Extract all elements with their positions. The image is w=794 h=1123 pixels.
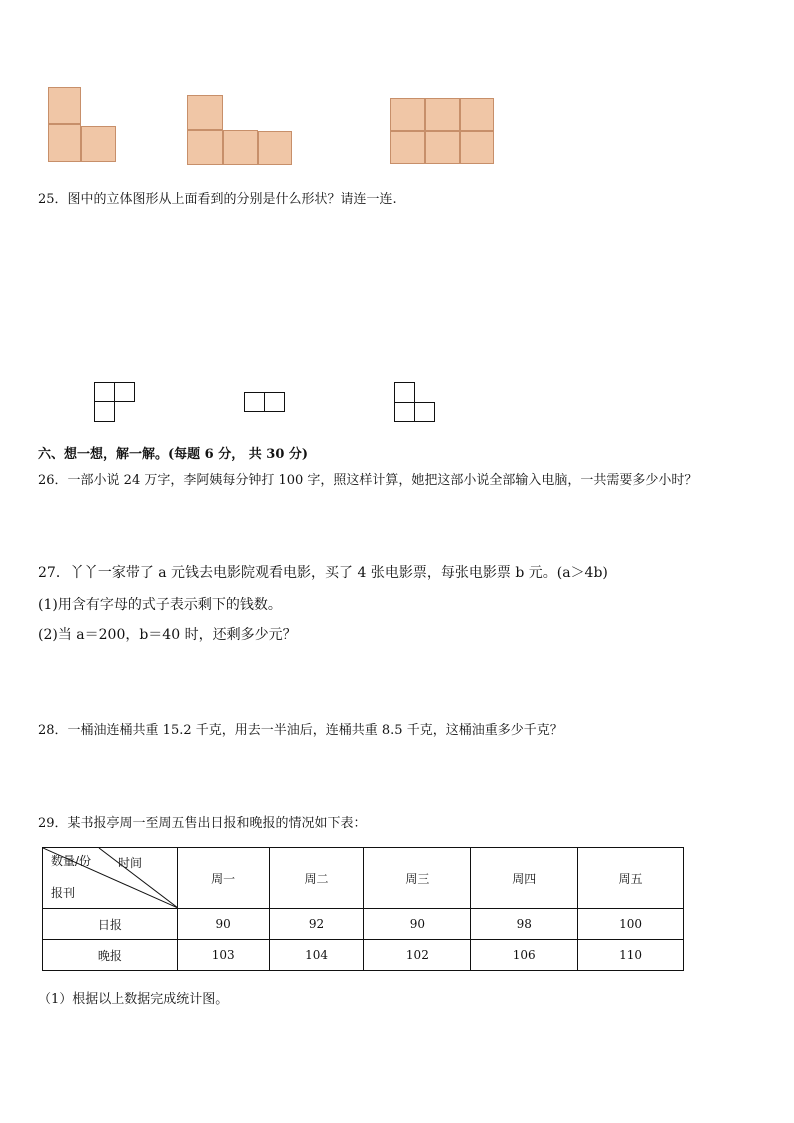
table-cell: 110 xyxy=(578,940,684,971)
header-day: 周二 xyxy=(269,848,364,909)
table-cell: 92 xyxy=(269,909,364,940)
table-row xyxy=(43,909,684,940)
header-day: 周一 xyxy=(177,848,269,909)
table-cell: 90 xyxy=(364,909,471,940)
q27-part1: (1)用含有字母的式子表示剩下的钱数。 xyxy=(38,597,282,613)
header-day: 周五 xyxy=(578,848,684,909)
q27-part2: (2)当 a＝200，b＝40 时，还剩多少元？ xyxy=(38,627,297,643)
table-cell: 104 xyxy=(269,940,364,971)
header-paper-label: 报刊 xyxy=(51,886,76,900)
q28-text: 28．一桶油连桶共重 15.2 千克，用去一半油后，连桶共重 8.5 千克，这桶油重多少千克？ xyxy=(38,723,563,738)
table-cell: 102 xyxy=(364,940,471,971)
cube-figures xyxy=(0,220,794,310)
row-label: 晚报 xyxy=(43,940,178,971)
table-corner-header xyxy=(43,848,178,909)
q27-text: 27．丫丫一家带了 a 元钱去电影院观看电影，买了 4 张电影票，每张电影票 b 元。(a＞4b) xyxy=(38,565,608,581)
q29-part1: （1）根据以上数据完成统计图。 xyxy=(38,992,229,1007)
table-row xyxy=(43,940,684,971)
header-quantity-label: 数量/份 xyxy=(51,854,92,868)
q25-text: 25．图中的立体图形从上面看到的分别是什么形状？请连一连. xyxy=(38,192,397,207)
section-6-heading: 六、想一想，解一解。(每题 6 分， 共 30 分) xyxy=(38,447,309,462)
q26-text: 26．一部小说 24 万字，李阿姨每分钟打 100 字，照这样计算，她把这部小说全部输入电脑，一共需要多少小时？ xyxy=(38,473,698,488)
table-cell: 106 xyxy=(471,940,578,971)
table-cell: 90 xyxy=(177,909,269,940)
q29-text: 29．某书报亭周一至周五售出日报和晚报的情况如下表： xyxy=(38,816,367,831)
header-day: 周四 xyxy=(471,848,578,909)
table-cell: 103 xyxy=(177,940,269,971)
table-cell: 100 xyxy=(578,909,684,940)
header-day: 周三 xyxy=(364,848,471,909)
header-time-label: 时间 xyxy=(118,856,143,870)
row-label: 日报 xyxy=(43,909,178,940)
sales-table xyxy=(42,847,684,971)
table-cell: 98 xyxy=(471,909,578,940)
